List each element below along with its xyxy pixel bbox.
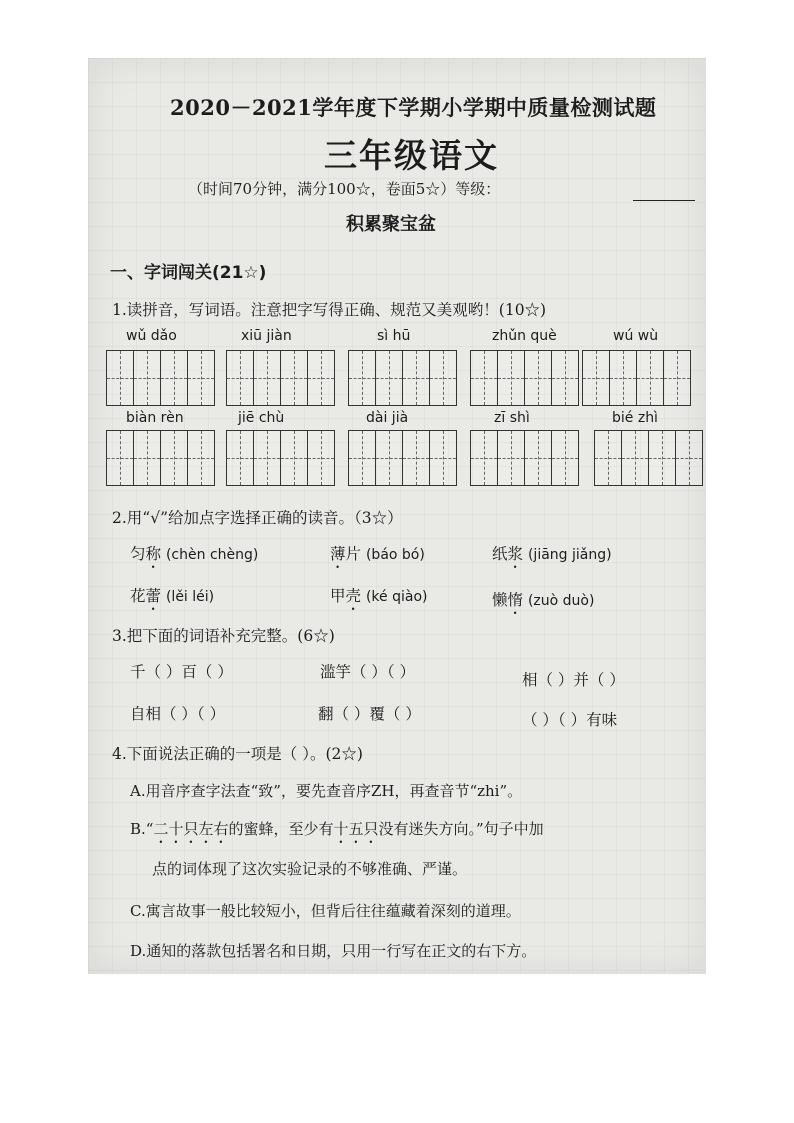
q3-item[interactable]: 相（ ）并（ ） xyxy=(522,671,625,689)
q2-item[interactable] xyxy=(130,584,214,614)
pinyin-label: wǔ dǎo xyxy=(126,328,177,344)
q2-char: 花 xyxy=(130,587,146,605)
writing-grid[interactable] xyxy=(470,430,579,486)
q2-char: 匀 xyxy=(130,545,146,563)
q4-option-a[interactable]: A.用音序查字法查“致”，要先查音序ZH，再查音节“zhi”。 xyxy=(130,782,523,800)
q2-item[interactable] xyxy=(492,588,594,618)
pinyin-label: zī shì xyxy=(494,410,530,426)
q2-item[interactable] xyxy=(330,584,428,614)
q2-pinyin-options: (jiāng jiǎng) xyxy=(527,547,612,563)
q2-pinyin-options: (chèn chèng) xyxy=(165,547,259,563)
q2-dotted-char: 壳 xyxy=(345,587,362,605)
q3-item[interactable]: 滥竽（ ）（ ） xyxy=(320,663,416,681)
q2-pinyin-options: (zuò duò) xyxy=(527,593,595,609)
q2-item[interactable] xyxy=(492,542,612,572)
writing-grid[interactable] xyxy=(106,430,215,486)
section-header: 积累聚宝盆 xyxy=(346,214,436,235)
writing-grid[interactable] xyxy=(348,350,457,406)
q4-b-text: 的蜜蜂，至少有 xyxy=(228,820,334,838)
writing-grid[interactable] xyxy=(470,350,579,406)
q3-item[interactable]: （ ）（ ）有味 xyxy=(522,711,618,729)
q2-pinyin-options: (lěi léi) xyxy=(165,589,215,605)
q3-item[interactable]: 翻（ ）覆（ ） xyxy=(318,705,421,723)
writing-grid[interactable] xyxy=(226,430,335,486)
q4-option-c[interactable]: C.寓言故事一般比较短小，但背后往往蕴藏着深刻的道理。 xyxy=(130,902,521,920)
q1-prompt: 1.读拼音，写词语。注意把字写得正确、规范又美观哟！(10☆) xyxy=(112,301,547,319)
q2-char: 甲 xyxy=(330,587,346,605)
pinyin-label: zhǔn què xyxy=(492,328,557,344)
q4-b-dotted-text: 二十只左右 xyxy=(153,820,229,838)
q2-dotted-char: 蕾 xyxy=(145,587,162,605)
q2-prompt: 2.用“√”给加点字选择正确的读音。（3☆） xyxy=(112,509,403,527)
q3-prompt: 3.把下面的词语补充完整。(6☆) xyxy=(112,627,335,645)
writing-grid[interactable] xyxy=(348,430,457,486)
pinyin-label: biàn rèn xyxy=(126,410,184,426)
q4-b-text: B.“ xyxy=(130,820,154,838)
writing-grid[interactable] xyxy=(226,350,335,406)
q3-item[interactable]: 千（ ）百（ ） xyxy=(130,663,233,681)
grade-blank-line xyxy=(633,200,695,201)
q4-option-d[interactable]: D.通知的落款包括署名和日期，只用一行写在正文的右下方。 xyxy=(130,942,537,960)
exam-paper xyxy=(88,58,706,974)
q2-item[interactable] xyxy=(330,542,425,572)
q2-dotted-char: 浆 xyxy=(507,545,524,563)
writing-grid[interactable] xyxy=(594,430,703,486)
q4-b-text: 没有迷失方向。”句子中加 xyxy=(378,820,544,838)
q2-pinyin-options: (ké qiào) xyxy=(365,589,428,605)
exam-year-title: 2020－2021学年度下学期小学期中质量检测试题 xyxy=(170,95,657,120)
pinyin-label: xiū jiàn xyxy=(241,328,292,344)
writing-grid[interactable] xyxy=(582,350,691,406)
pinyin-label: dài jià xyxy=(366,410,409,426)
part1-title: 一、字词闯关(21☆) xyxy=(110,263,267,283)
pinyin-label: bié zhì xyxy=(612,410,658,426)
q2-pinyin-options: (báo bó) xyxy=(365,547,425,563)
q2-dotted-char: 薄 xyxy=(330,545,346,563)
q2-char: 懒 xyxy=(492,591,508,609)
q2-char: 纸 xyxy=(492,545,508,563)
pinyin-label: sì hū xyxy=(377,328,411,344)
pinyin-label: jiē chù xyxy=(238,410,285,426)
q4-option-b-continued: 点的词体现了这次实验记录的不够准确、严谨。 xyxy=(152,860,468,878)
q2-item[interactable] xyxy=(130,542,258,572)
writing-grid[interactable] xyxy=(106,350,215,406)
q2-dotted-char: 称 xyxy=(145,545,162,563)
pinyin-label: wú wù xyxy=(613,328,659,344)
q4-option-b[interactable] xyxy=(130,818,544,847)
exam-grade-title: 三年级语文 xyxy=(324,136,499,175)
q2-char: 片 xyxy=(345,545,362,563)
q2-dotted-char: 惰 xyxy=(507,591,524,609)
exam-subtitle: （时间70分钟，满分100☆，卷面5☆）等级： xyxy=(188,180,501,198)
q4-b-dotted-text: 十五只 xyxy=(333,820,379,838)
q4-prompt: 4.下面说法正确的一项是（ ）。(2☆) xyxy=(112,745,363,763)
q3-item[interactable]: 自相（ ）（ ） xyxy=(130,705,226,723)
